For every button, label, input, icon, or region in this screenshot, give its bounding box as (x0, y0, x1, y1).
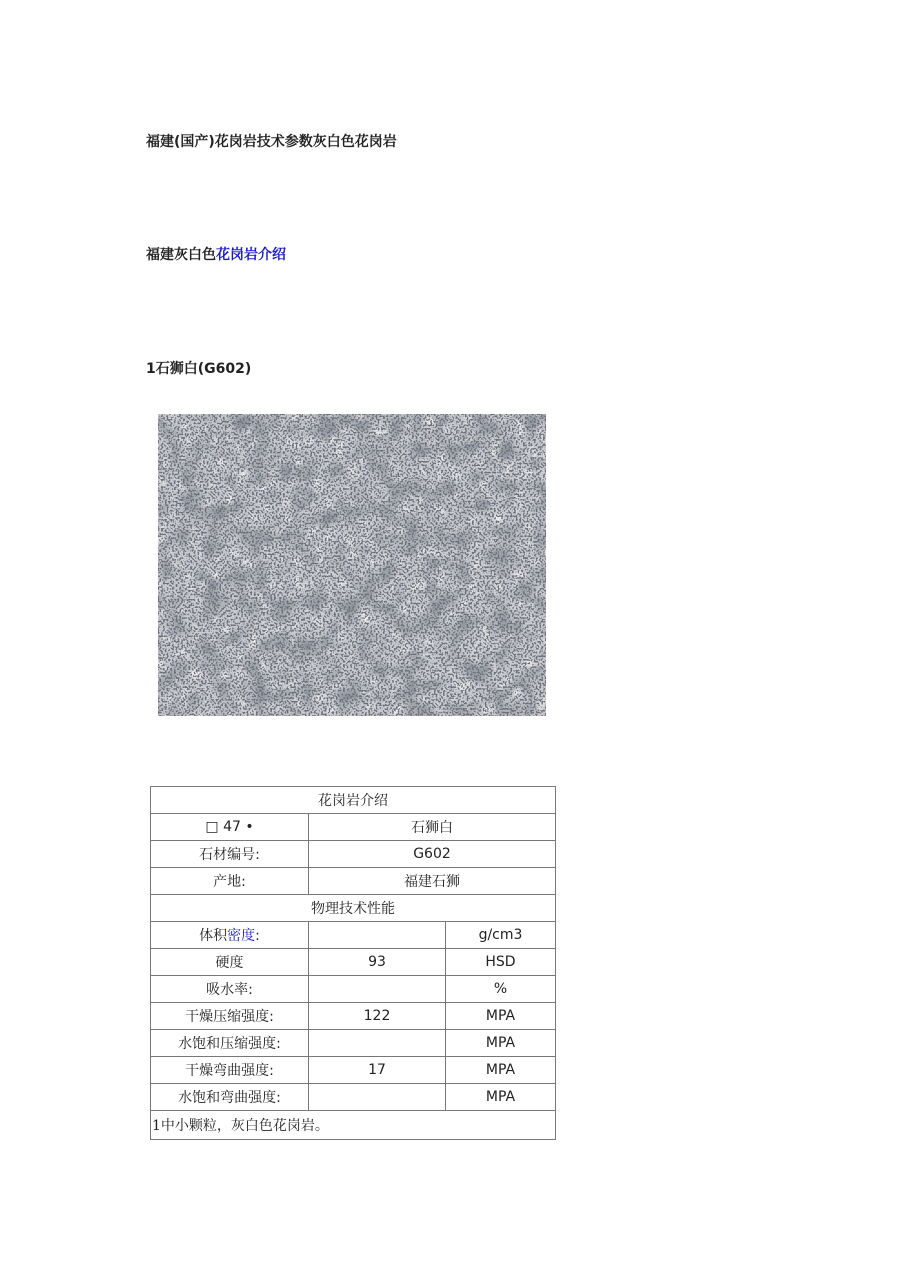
prop-unit: HSD (446, 949, 556, 976)
table-row (151, 1030, 556, 1057)
granite-sample-image (158, 414, 546, 716)
prop-label: 干燥弯曲强度: (151, 1057, 309, 1084)
granite-grain (158, 414, 546, 716)
table-row (151, 922, 556, 949)
prop-label: 硬度 (151, 949, 309, 976)
prop-unit: MPA (446, 1003, 556, 1030)
intro-prefix: 福建灰白色 (146, 247, 216, 263)
table-row (151, 1003, 556, 1030)
section-title: 1石狮白(G602) (146, 361, 252, 377)
prop-unit: MPA (446, 1057, 556, 1084)
prop-value: 17 (309, 1057, 446, 1084)
prop-value (309, 976, 446, 1003)
table-section-row (151, 895, 556, 922)
table-row (151, 868, 556, 895)
prop-value (309, 1030, 446, 1057)
row-value: 石狮白 (309, 814, 556, 841)
granite-spec-table (150, 786, 556, 1140)
prop-label (151, 922, 309, 949)
prop-value (309, 1084, 446, 1111)
row-label: □ 47 • (151, 814, 309, 841)
prop-label: 水饱和弯曲强度: (151, 1084, 309, 1111)
prop-label: 吸水率: (151, 976, 309, 1003)
table-note-row (151, 1111, 556, 1140)
prop-label-prefix: 体积 (199, 928, 228, 944)
intro-link[interactable]: 花岗岩介绍 (216, 247, 286, 263)
density-link[interactable]: 密度 (227, 928, 256, 944)
prop-value: 93 (309, 949, 446, 976)
document-title: 福建(国产)花岗岩技术参数灰白色花岗岩 (146, 134, 397, 150)
prop-label: 水饱和压缩强度: (151, 1030, 309, 1057)
table-row (151, 976, 556, 1003)
table-row (151, 814, 556, 841)
table-header: 花岗岩介绍 (151, 787, 556, 814)
row-label: 石材编号: (151, 841, 309, 868)
table-header-row (151, 787, 556, 814)
prop-value (309, 922, 446, 949)
table-section-title: 物理技术性能 (151, 895, 556, 922)
prop-unit: g/cm3 (446, 922, 556, 949)
table-row (151, 949, 556, 976)
table-row (151, 1057, 556, 1084)
prop-label-suffix: : (255, 928, 260, 944)
table-row (151, 1084, 556, 1111)
intro-heading (146, 244, 286, 264)
prop-unit: MPA (446, 1030, 556, 1057)
prop-value: 122 (309, 1003, 446, 1030)
prop-label: 干燥压缩强度: (151, 1003, 309, 1030)
table-note: 1中小颗粒，灰白色花岗岩。 (151, 1111, 556, 1140)
row-label: 产地: (151, 868, 309, 895)
row-value: G602 (309, 841, 556, 868)
row-value: 福建石狮 (309, 868, 556, 895)
table-row (151, 841, 556, 868)
prop-unit: MPA (446, 1084, 556, 1111)
prop-unit: % (446, 976, 556, 1003)
